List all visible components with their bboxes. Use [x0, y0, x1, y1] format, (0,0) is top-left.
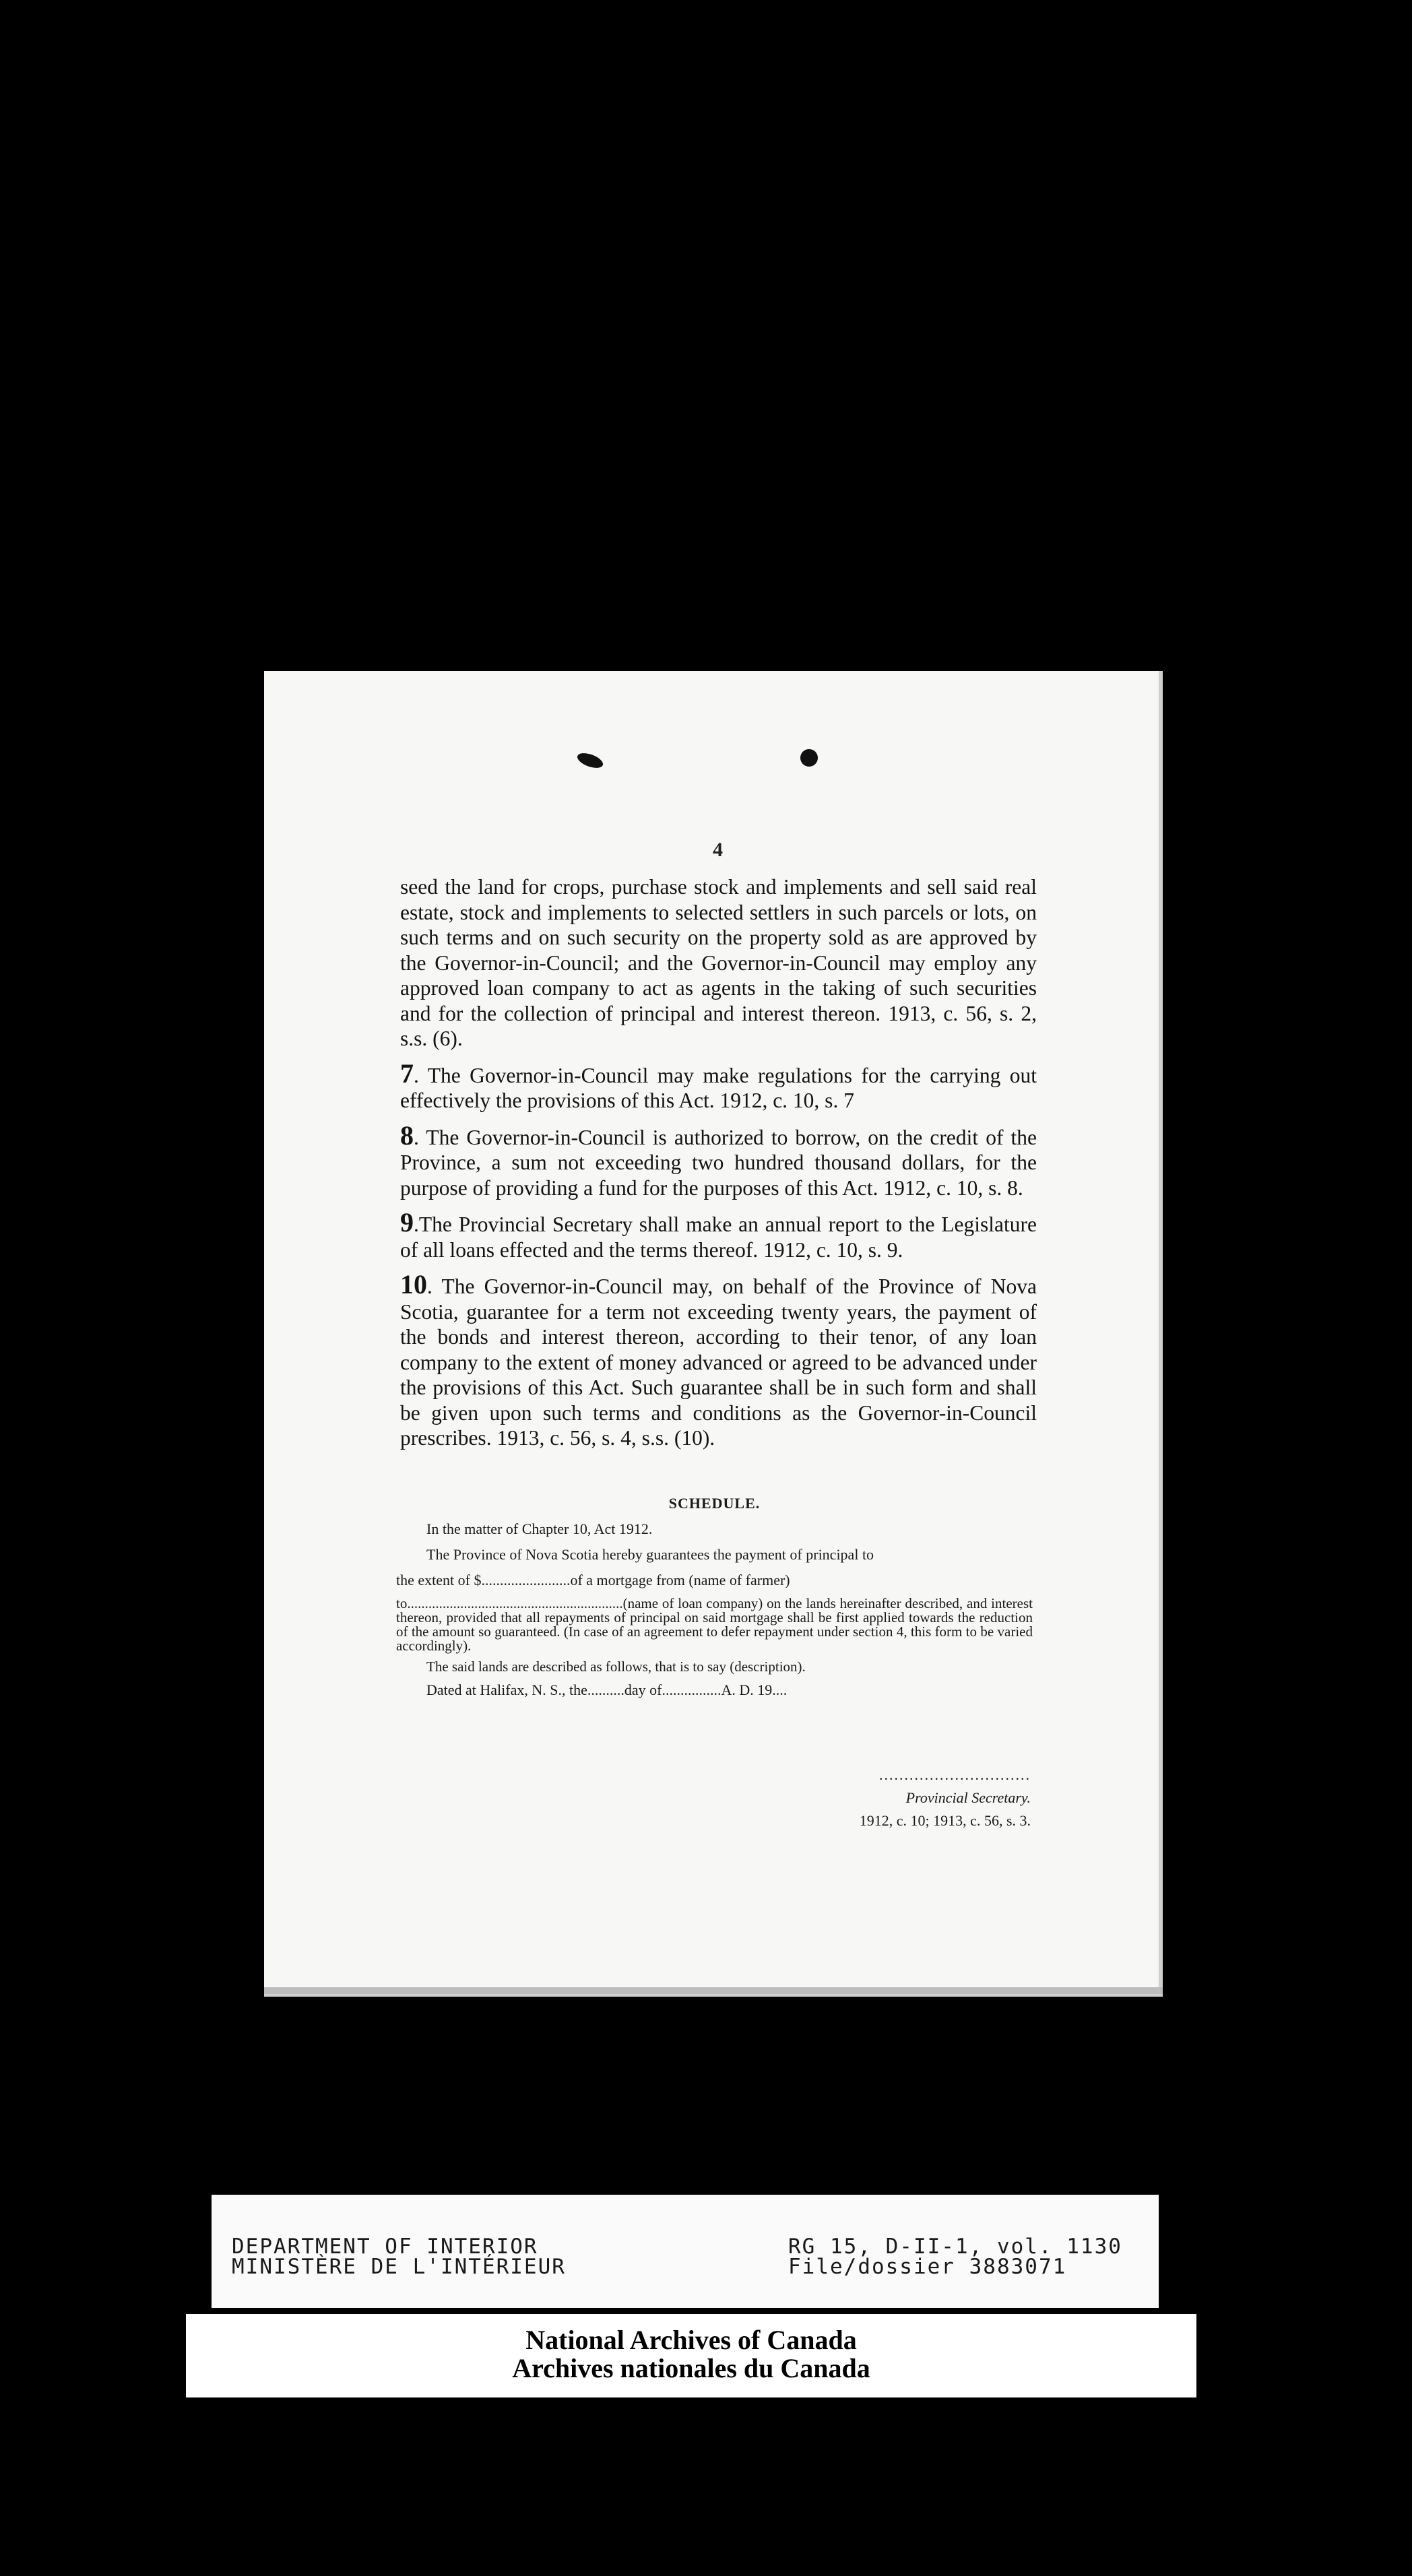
section-number: 8: [400, 1120, 414, 1151]
schedule-dated: Dated at Halifax, N. S., the..........day of................A. D. 19....: [426, 1681, 788, 1698]
section-10: 10. The Governor-in-Council may, on behalf of the Province of Nova Scotia, guarantee for a term not exceeding twenty years, the payment of the bonds and interest thereon, according to their tenor, of any loan company to the extent of money advanced or agreed to be advanced under the provisions of this Act. Such guarantee shall be in such form and shall be given upon such terms and conditions as the Governor-in-Council prescribes. 1913, c. 56, s. 4, s.s. (10).: [400, 1269, 1037, 1450]
schedule-guarantee-line1: The Province of Nova Scotia hereby guarantees the payment of principal to: [426, 1546, 874, 1563]
section-number: 7: [400, 1058, 414, 1089]
schedule-lands: The said lands are described as follows, that is to say (description).: [426, 1659, 806, 1675]
section-7: 7. The Governor-in-Council may make regulations for the carrying out effectively the provisions of this Act. 1912, c. 10, s. 7: [400, 1058, 1037, 1112]
schedule-to-clause: to.............................................................(name of loan company) on the lands hereinafter described, and interest thereon, provided that all repayments of principal on said mortgage shall be first applied towards the reduction of the amount so guaranteed. (In case of an agreement to defer repayment under section 4, this form to be varied accordingly).: [396, 1595, 1033, 1654]
act-body-text: [400, 874, 1037, 1460]
schedule-title: SCHEDULE.: [668, 1495, 761, 1512]
archive-name-en: National Archives of Canada: [525, 2325, 857, 2355]
archive-reference-label: [212, 2195, 1159, 2308]
file-reference: RG 15, D-II-1, vol. 1130 File/dossier 3883071: [788, 2234, 1122, 2279]
page-bottom-edge: [264, 1987, 1163, 1994]
archive-name-fr: Archives nationales du Canada: [512, 2353, 870, 2383]
section-number: 10: [400, 1269, 427, 1299]
section-number: 9: [400, 1207, 414, 1237]
ink-blot-right: [800, 749, 818, 767]
signature-block: [775, 1764, 1031, 1832]
schedule-matter: In the matter of Chapter 10, Act 1912.: [426, 1520, 653, 1537]
department-name: DEPARTMENT OF INTERIOR MINISTÈRE DE L'INTÉRIEUR: [232, 2234, 566, 2279]
archives-banner: [186, 2314, 1196, 2397]
section-9: 9.The Provincial Secretary shall make an annual report to the Legislature of all loans effected and the terms thereof. 1912, c. 10, s. 9.: [400, 1207, 1037, 1262]
section-8: 8. The Governor-in-Council is authorized to borrow, on the credit of the Province, a sum not exceeding two hundred thousand dollars, for the purpose of providing a fund for the purposes of this Act. 1912, c. 10, s. 8.: [400, 1120, 1037, 1200]
signature-line: ..............................: [879, 1766, 1031, 1783]
paragraph-continuation: seed the land for crops, purchase stock and implements and sell said real estate, stock and implements to selected settlers in such parcels or lots, on such terms and on such security on the property sold as are approved by the Governor-in-Council; and the Governor-in-Council may employ any approved loan company to act as agents in the taking of such securities and for the collection of principal and interest thereon. 1913, c. 56, s. 2, s.s. (6).: [400, 875, 1037, 1050]
schedule-citation: 1912, c. 10; 1913, c. 56, s. 3.: [859, 1812, 1031, 1829]
schedule-guarantee-line2: the extent of $........................of a mortgage from (name of farmer): [396, 1572, 790, 1588]
signature-role: Provincial Secretary.: [905, 1789, 1031, 1806]
page-number: 4: [713, 839, 723, 861]
schedule-section: [396, 1494, 1033, 1706]
